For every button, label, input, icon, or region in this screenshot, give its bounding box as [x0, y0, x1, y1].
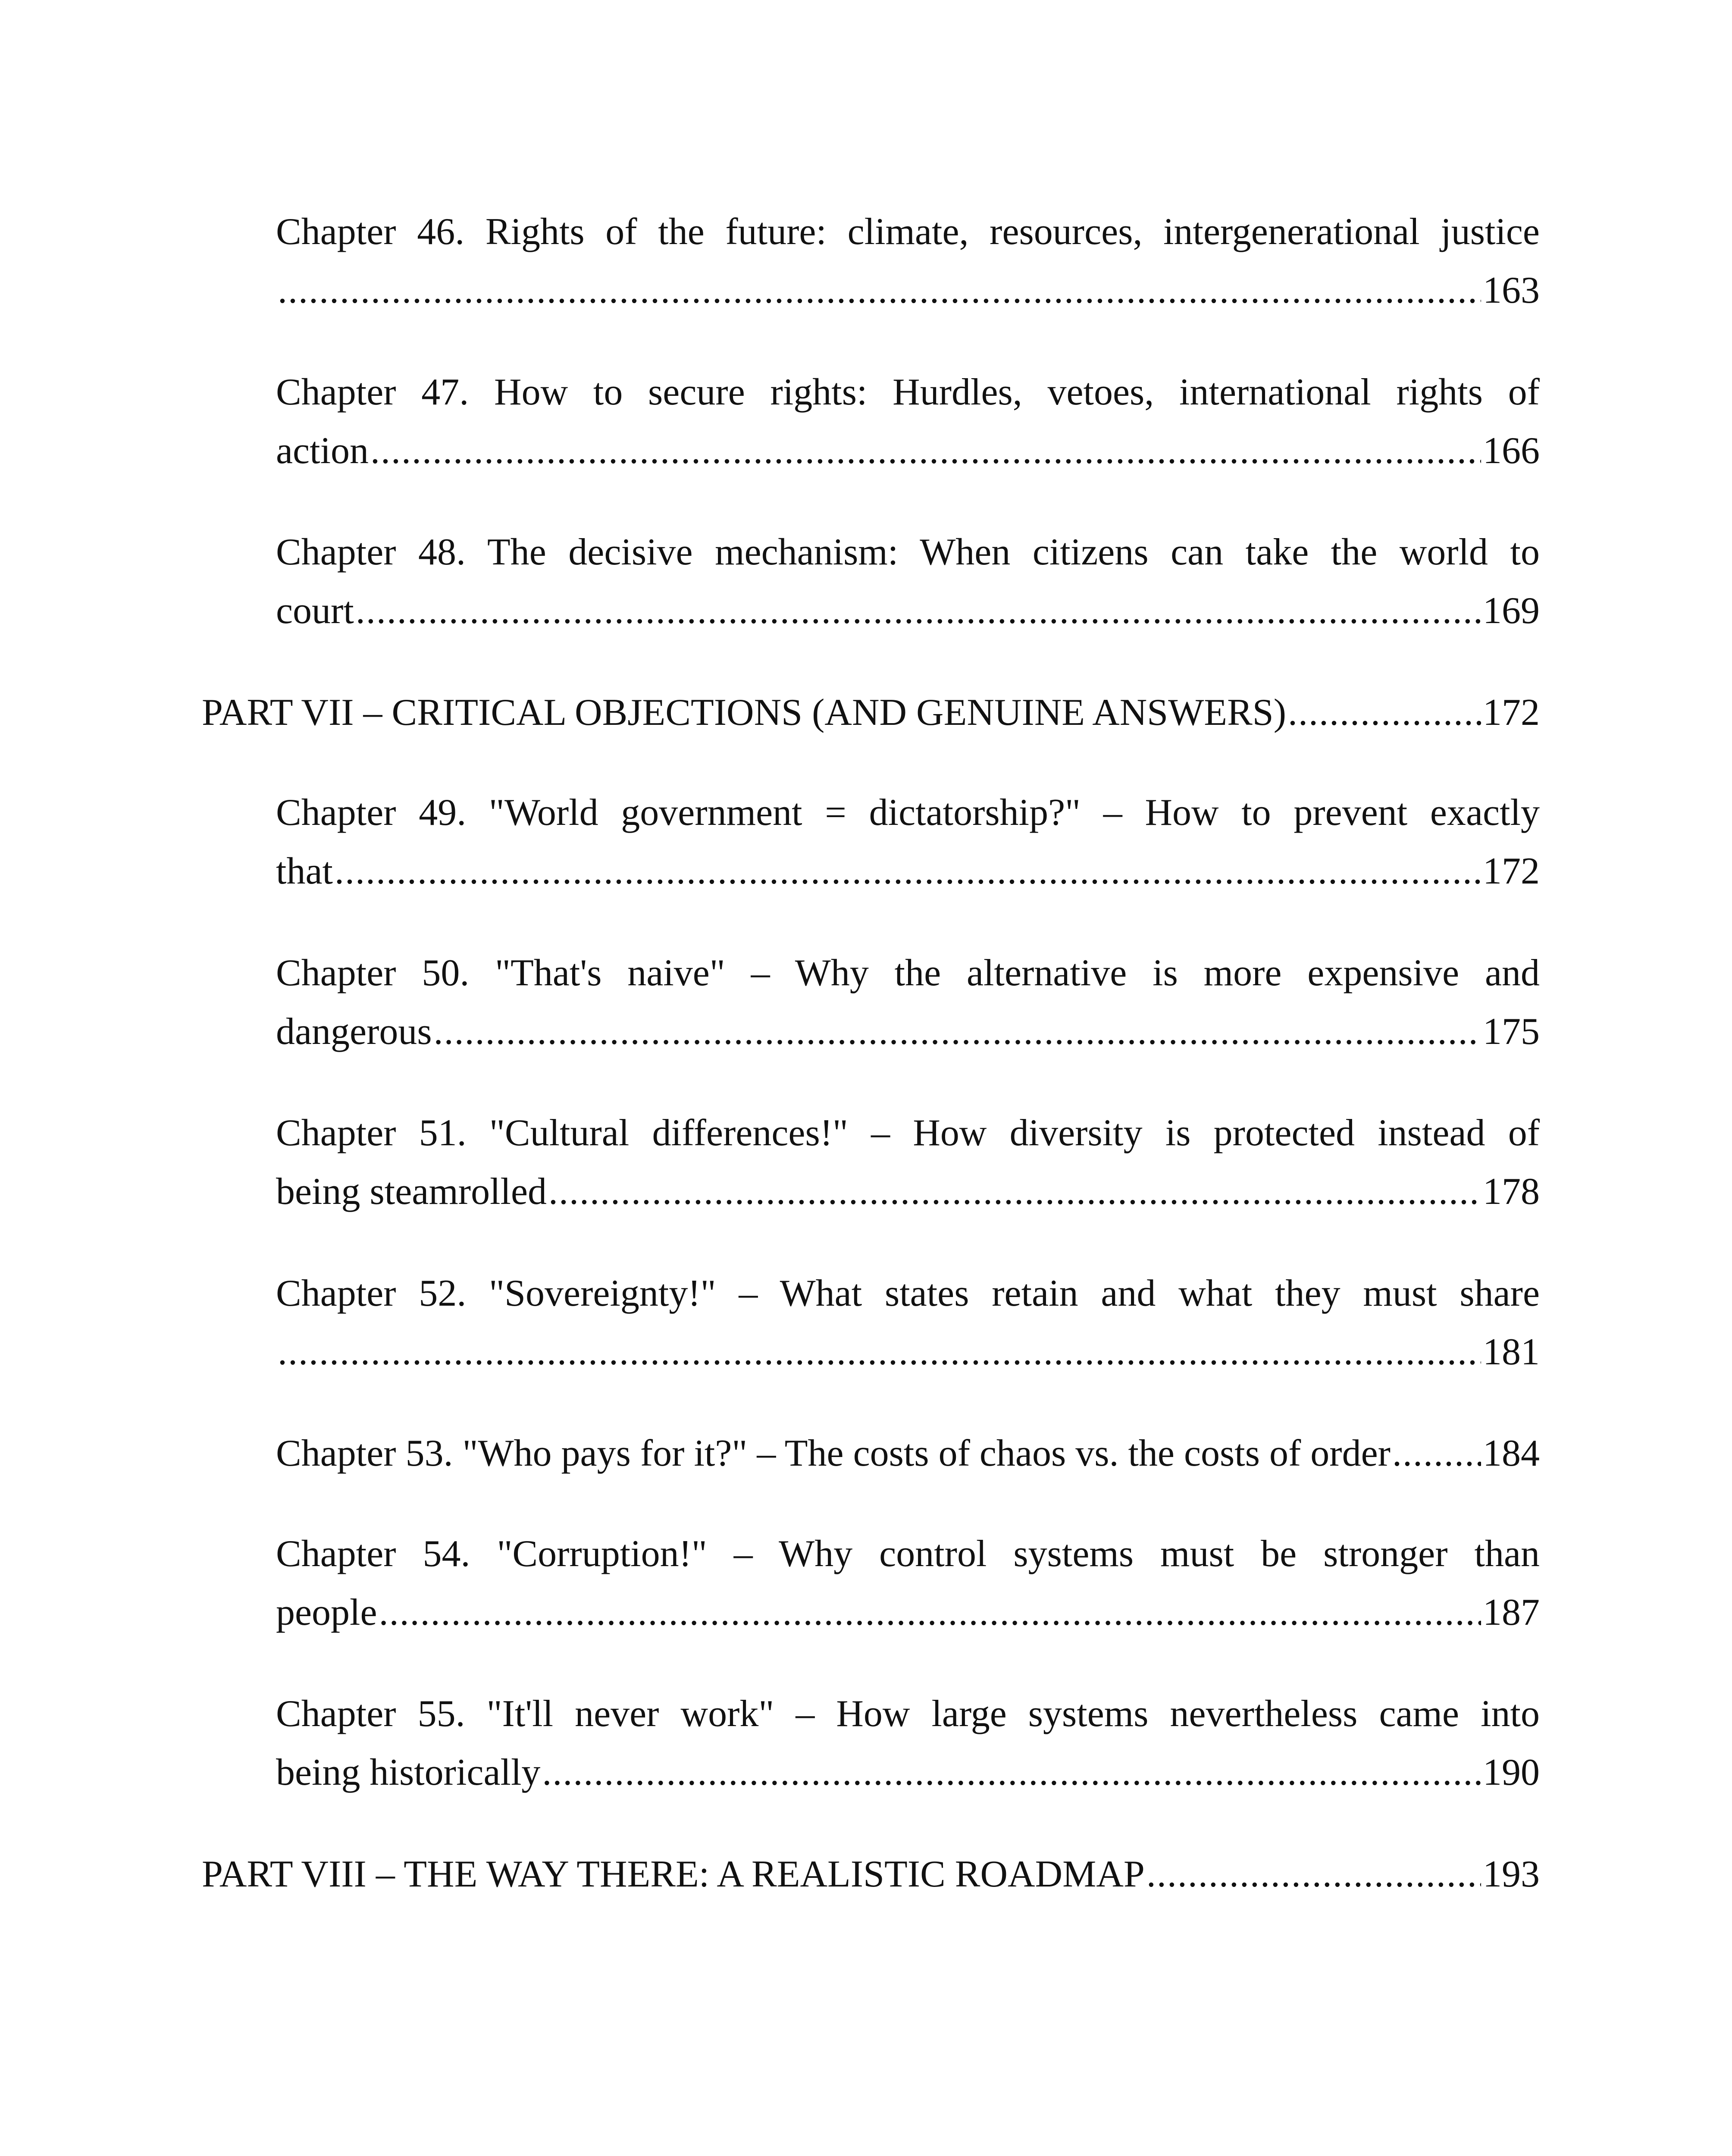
toc-entry-chapter-54[interactable] [276, 1525, 1540, 1642]
toc-part-title: PART VIII – THE WAY THERE: A REALISTIC ROADMAP [202, 1853, 1145, 1895]
toc-page-number: 163 [1483, 270, 1540, 311]
toc-entry-chapter-50[interactable] [276, 944, 1540, 1061]
toc-leader-line [276, 1323, 1540, 1382]
dot-leader [542, 1743, 1481, 1802]
toc-leader-line [276, 842, 1540, 901]
dot-leader [356, 582, 1481, 640]
toc-part-title: PART VII – CRITICAL OBJECTIONS (AND GENUINE ANSWERS) [202, 692, 1287, 733]
toc-page-number: 178 [1483, 1171, 1540, 1213]
toc-entry-title: Chapter 51. "Cultural differences!" – How diversity is protected instead of [276, 1112, 1540, 1154]
dot-leader [278, 1323, 1481, 1382]
toc-entry-title: Chapter 48. The decisive mechanism: When citizens can take the world to [276, 531, 1540, 573]
toc-entry-title: Chapter 50. "That's naive" – Why the alternative is more expensive and [276, 952, 1540, 994]
dot-leader [335, 842, 1481, 901]
toc-leader-line [276, 1163, 1540, 1221]
toc-leader-line [202, 683, 1540, 742]
toc-leader-line [276, 422, 1540, 480]
toc-entry-title: Chapter 52. "Sovereignty!" – What states retain and what they must share [276, 1272, 1540, 1314]
dot-leader [548, 1163, 1481, 1221]
toc-page-number: 172 [1483, 692, 1540, 733]
toc-entry-title-end: that [276, 850, 333, 892]
toc-page-number: 190 [1483, 1752, 1540, 1793]
toc-entry-part-viii[interactable] [202, 1845, 1540, 1904]
toc-entry-chapter-47[interactable] [276, 363, 1540, 480]
toc-entry-title: Chapter 46. Rights of the future: climate, resources, intergenerational justice [276, 211, 1540, 253]
dot-leader [434, 1003, 1481, 1061]
toc-entry-chapter-46[interactable] [276, 203, 1540, 320]
toc-entry-title: Chapter 49. "World government = dictatorship?" – How to prevent exactly [276, 792, 1540, 834]
toc-leader-line [276, 1003, 1540, 1061]
toc-leader-line [276, 1424, 1540, 1483]
toc-page-number: 184 [1483, 1432, 1540, 1474]
toc-page-number: 175 [1483, 1011, 1540, 1053]
toc-entry-chapter-49[interactable] [276, 783, 1540, 901]
toc-entry-chapter-48[interactable] [276, 523, 1540, 640]
toc-leader-line [276, 261, 1540, 320]
toc-entry-chapter-53[interactable] [276, 1424, 1540, 1483]
toc-leader-line [202, 1845, 1540, 1904]
dot-leader [1146, 1845, 1481, 1904]
toc-entry-chapter-55[interactable] [276, 1685, 1540, 1802]
dot-leader [370, 422, 1481, 480]
toc-entry-title-end: dangerous [276, 1011, 432, 1053]
toc-entry-title: Chapter 53. "Who pays for it?" – The costs of chaos vs. the costs of order [276, 1432, 1391, 1474]
toc-page-number: 169 [1483, 590, 1540, 632]
toc-page-number: 181 [1483, 1331, 1540, 1373]
toc-leader-line [276, 582, 1540, 640]
dot-leader [1392, 1424, 1481, 1483]
toc-entry-title-end: action [276, 430, 369, 472]
toc-entry-part-vii[interactable] [202, 683, 1540, 742]
dot-leader [1288, 683, 1481, 742]
toc-entry-chapter-51[interactable] [276, 1104, 1540, 1221]
toc-entry-title-end: court [276, 590, 354, 632]
toc-entry-title-end: people [276, 1592, 377, 1633]
toc-entry-title: Chapter 47. How to secure rights: Hurdles, vetoes, international rights of [276, 371, 1540, 413]
dot-leader [278, 261, 1481, 320]
toc-leader-line [276, 1583, 1540, 1642]
toc-leader-line [276, 1743, 1540, 1802]
toc-entry-title: Chapter 55. "It'll never work" – How large systems nevertheless came into [276, 1693, 1540, 1735]
dot-leader [379, 1583, 1481, 1642]
toc-page-number: 187 [1483, 1592, 1540, 1633]
toc-page-number: 172 [1483, 850, 1540, 892]
toc-entry-title: Chapter 54. "Corruption!" – Why control systems must be stronger than [276, 1533, 1540, 1575]
toc-entry-chapter-52[interactable] [276, 1264, 1540, 1382]
toc-page-number: 193 [1483, 1853, 1540, 1895]
toc-page-number: 166 [1483, 430, 1540, 472]
toc-entry-title-end: being steamrolled [276, 1171, 547, 1213]
toc-entry-title-end: being historically [276, 1752, 541, 1793]
